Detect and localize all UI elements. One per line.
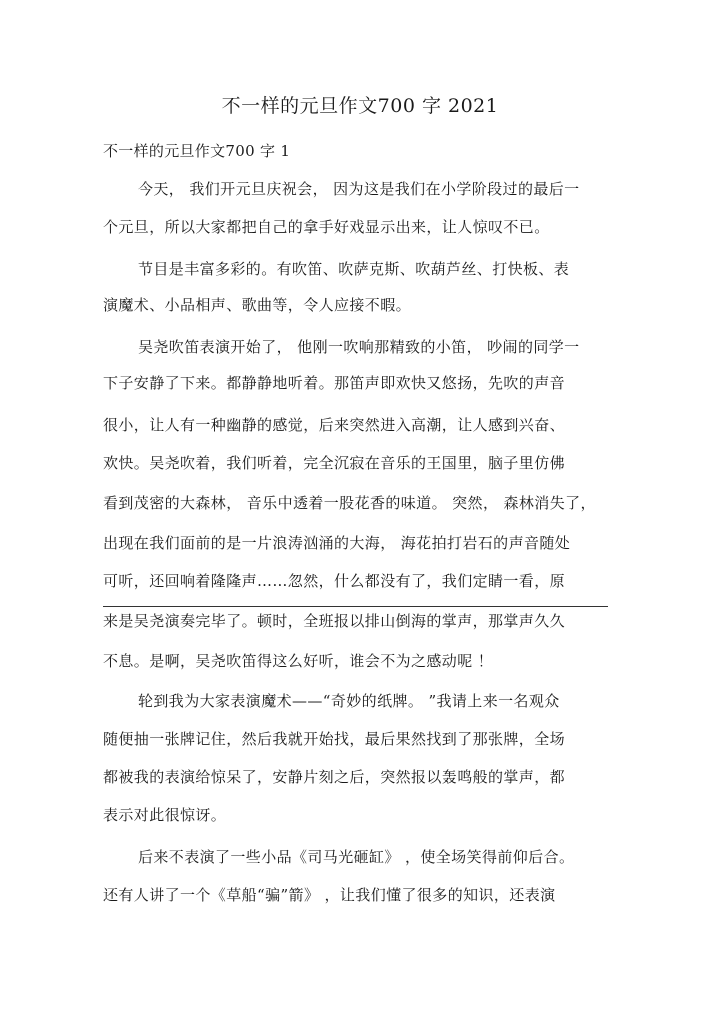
- paragraph-line: 演魔术、小品相声、歌曲等，令人应接不暇。: [103, 296, 412, 314]
- paragraph-line: 随便抽一张牌记住，然后我就开始找，最后果然找到了那张牌，全场: [103, 730, 566, 748]
- paragraph-line: 出现在我们面前的是一片浪涛汹涌的大海， 海花拍打岩石的声音随处: [103, 534, 571, 552]
- paragraph-line: 不息。是啊，吴尧吹笛得这么好听，谁会不为之感动呢 ！: [103, 652, 494, 670]
- paragraph-line: 今天， 我们开元旦庆祝会， 因为这是我们在小学阶段过的最后一: [138, 180, 580, 198]
- section-heading: 不一样的元旦作文700 字 1: [103, 142, 291, 160]
- paragraph-line: 还有人讲了一个《草船“骗”箭》 ，让我们懂了很多的知识，还表演: [103, 886, 556, 904]
- paragraph-line: 吴尧吹笛表演开始了， 他刚一吹响那精致的小笛， 吵闹的同学一: [138, 338, 580, 356]
- paragraph-line: 来是吴尧演奏完毕了。顿时，全班报以排山倒海的掌声，那掌声久久: [103, 612, 566, 630]
- document-title: 不一样的元旦作文700 字 2021: [221, 95, 499, 117]
- paragraph-line: 看到茂密的大森林， 音乐中透着一股花香的味道。 突然， 森林消失了，: [103, 494, 596, 512]
- paragraph-line: 节目是丰富多彩的。有吹笛、吹萨克斯、吹葫芦丝、打快板、表: [138, 260, 570, 278]
- paragraph-line: 轮到我为大家表演魔术——“奇妙的纸牌。 ”我请上来一名观众: [138, 692, 560, 710]
- paragraph-line: 很小，让人有一种幽静的感觉，后来突然进入高潮，让人感到兴奋、: [103, 416, 566, 434]
- horizontal-rule: [103, 606, 608, 607]
- paragraph-line: 欢快。吴尧吹着，我们听着，完全沉寂在音乐的王国里，脑子里仿佛: [103, 454, 566, 472]
- paragraph-line: 都被我的表演给惊呆了，安静片刻之后，突然报以轰鸣般的掌声，都: [103, 768, 566, 786]
- paragraph-line: 个元旦，所以大家都把自己的拿手好戏显示出来，让人惊叹不已。: [103, 218, 550, 236]
- paragraph-line: 表示对此很惊讶。: [103, 806, 227, 824]
- paragraph-line: 后来不表演了一些小品《司马光砸缸》 ，使全场笑得前仰后合。: [138, 848, 575, 866]
- paragraph-line: 可听，还回响着隆隆声……忽然，什么都没有了，我们定睛一看，原: [103, 572, 566, 590]
- paragraph-line: 下子安静了下来。都静静地听着。那笛声即欢快又悠扬，先吹的声音: [103, 374, 566, 392]
